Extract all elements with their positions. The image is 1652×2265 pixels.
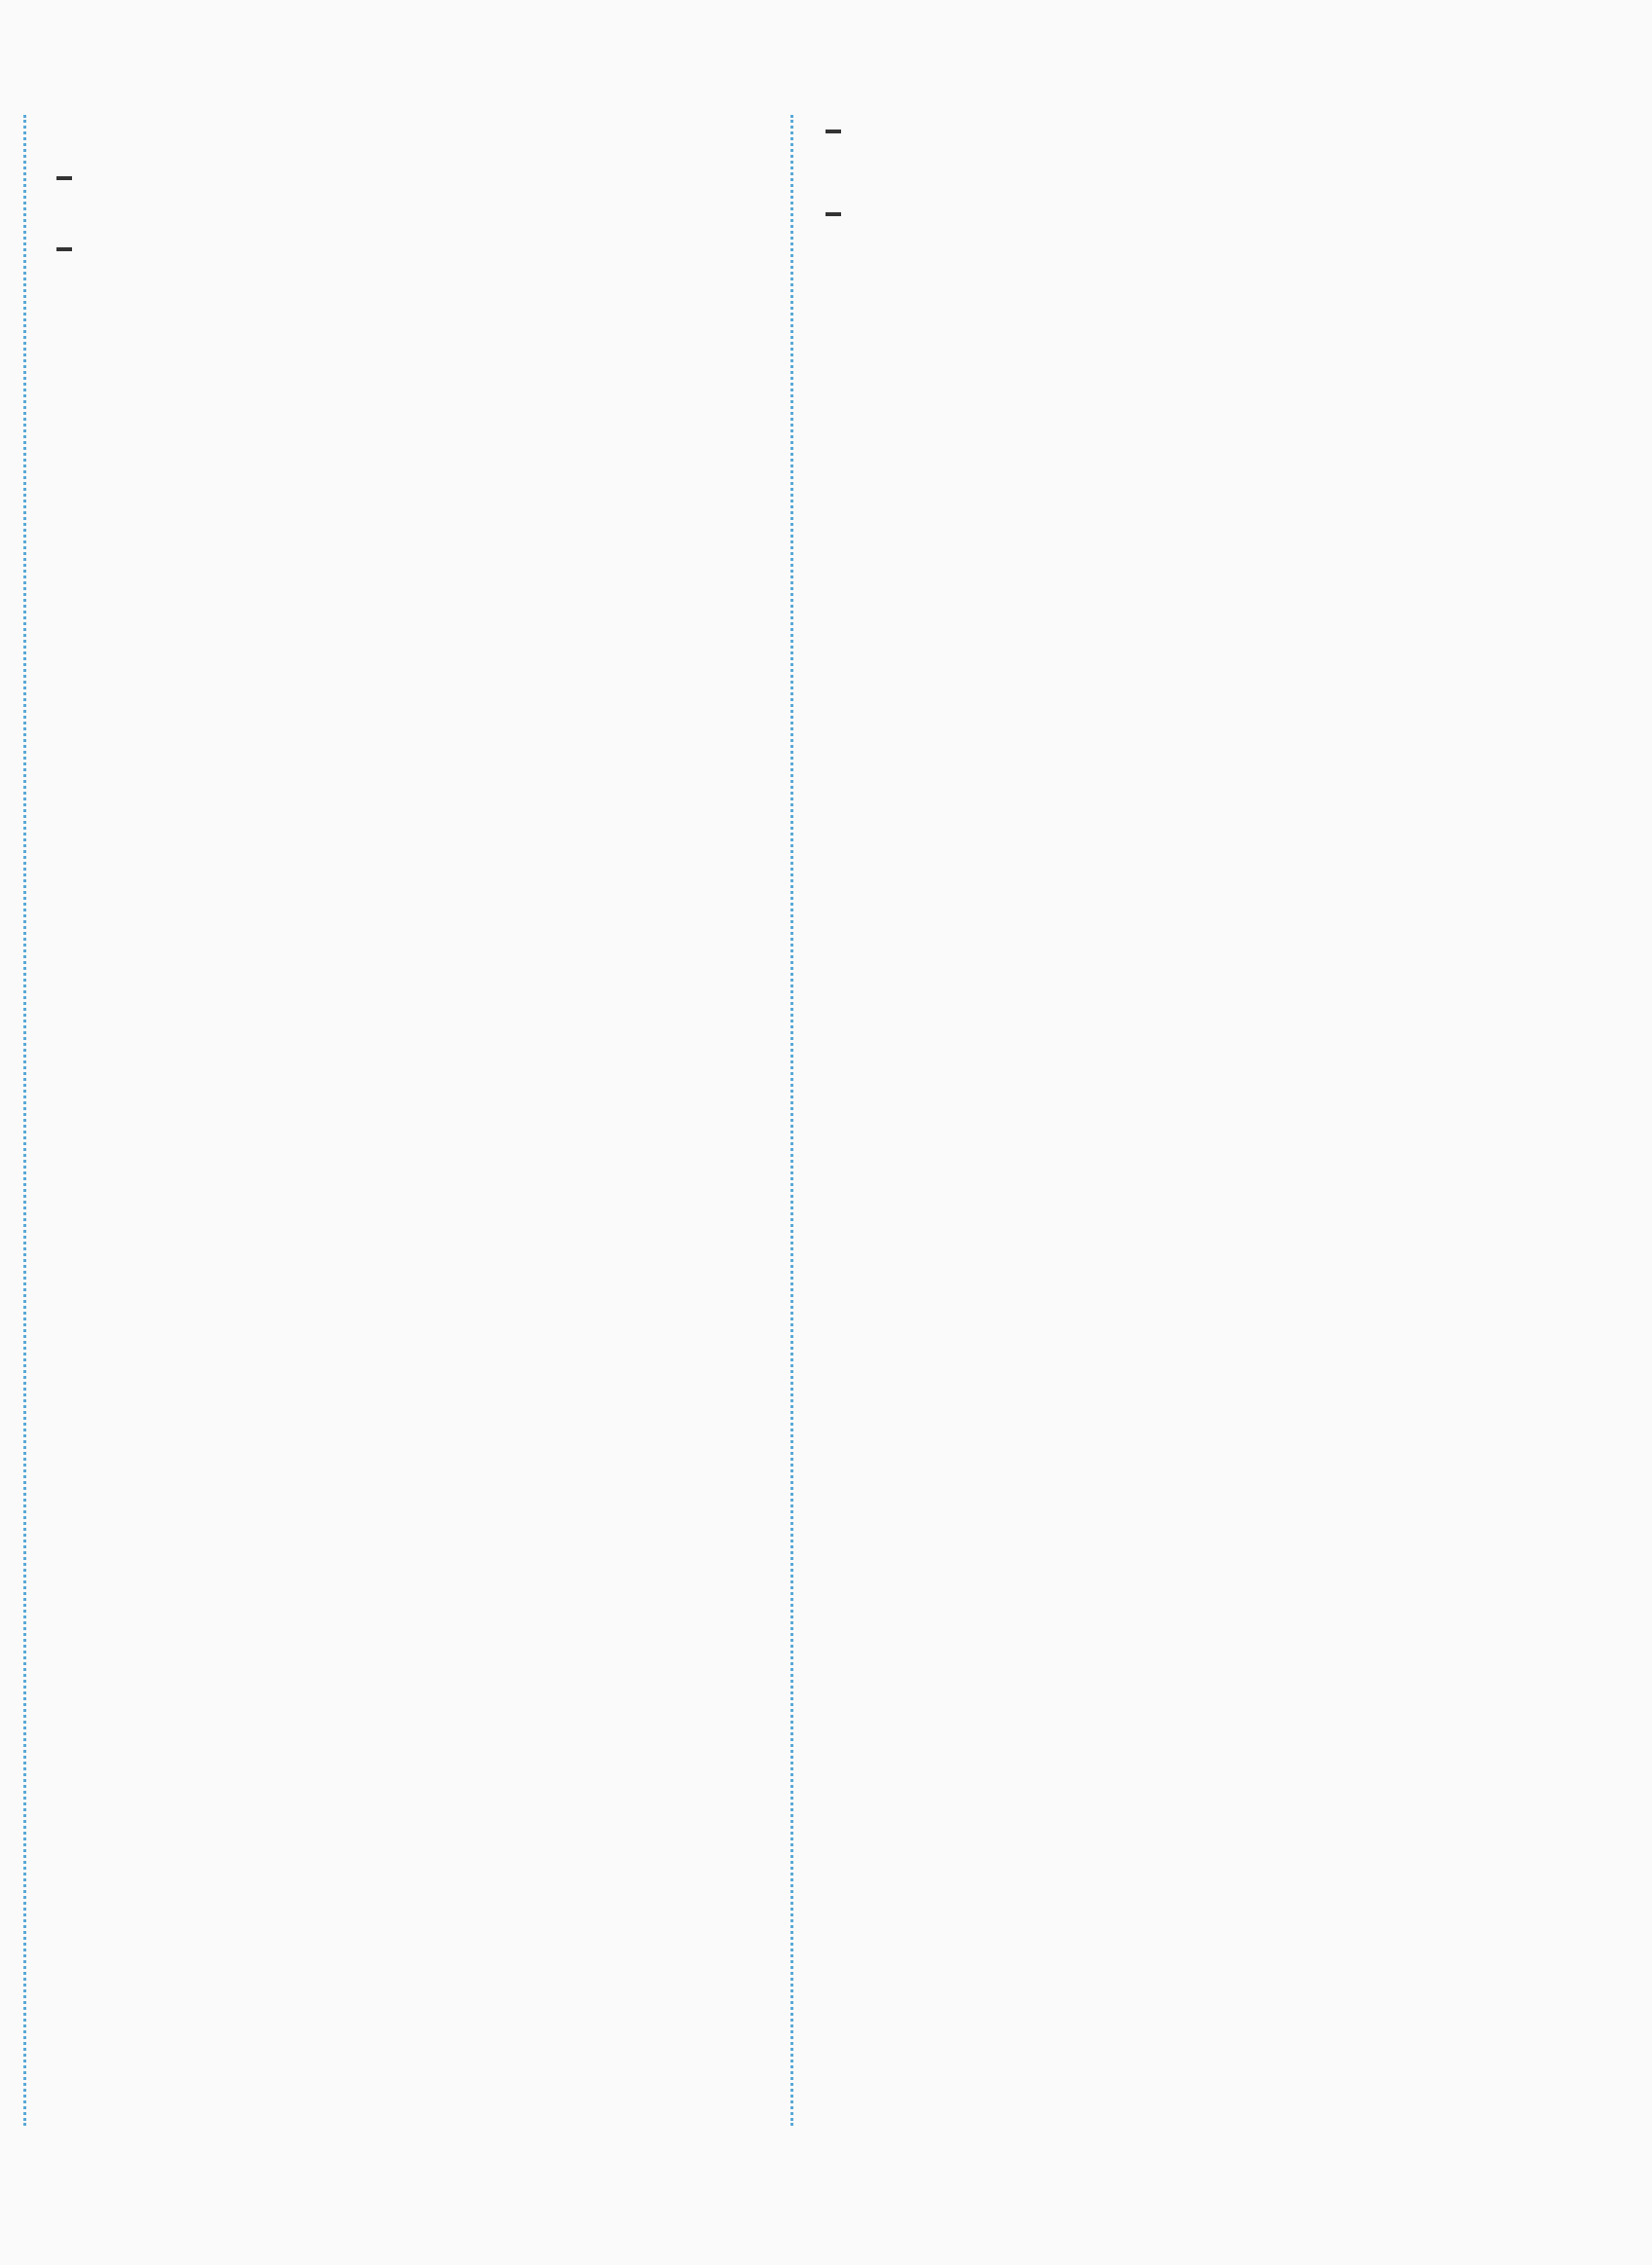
left-column bbox=[56, 97, 777, 271]
right-column bbox=[826, 97, 1546, 236]
column-divider bbox=[790, 115, 793, 2126]
drill-label bbox=[56, 247, 72, 251]
left-margin-divider bbox=[23, 115, 26, 2126]
drill-label bbox=[56, 176, 72, 180]
drill-label bbox=[826, 212, 841, 216]
drill-label bbox=[826, 130, 841, 133]
